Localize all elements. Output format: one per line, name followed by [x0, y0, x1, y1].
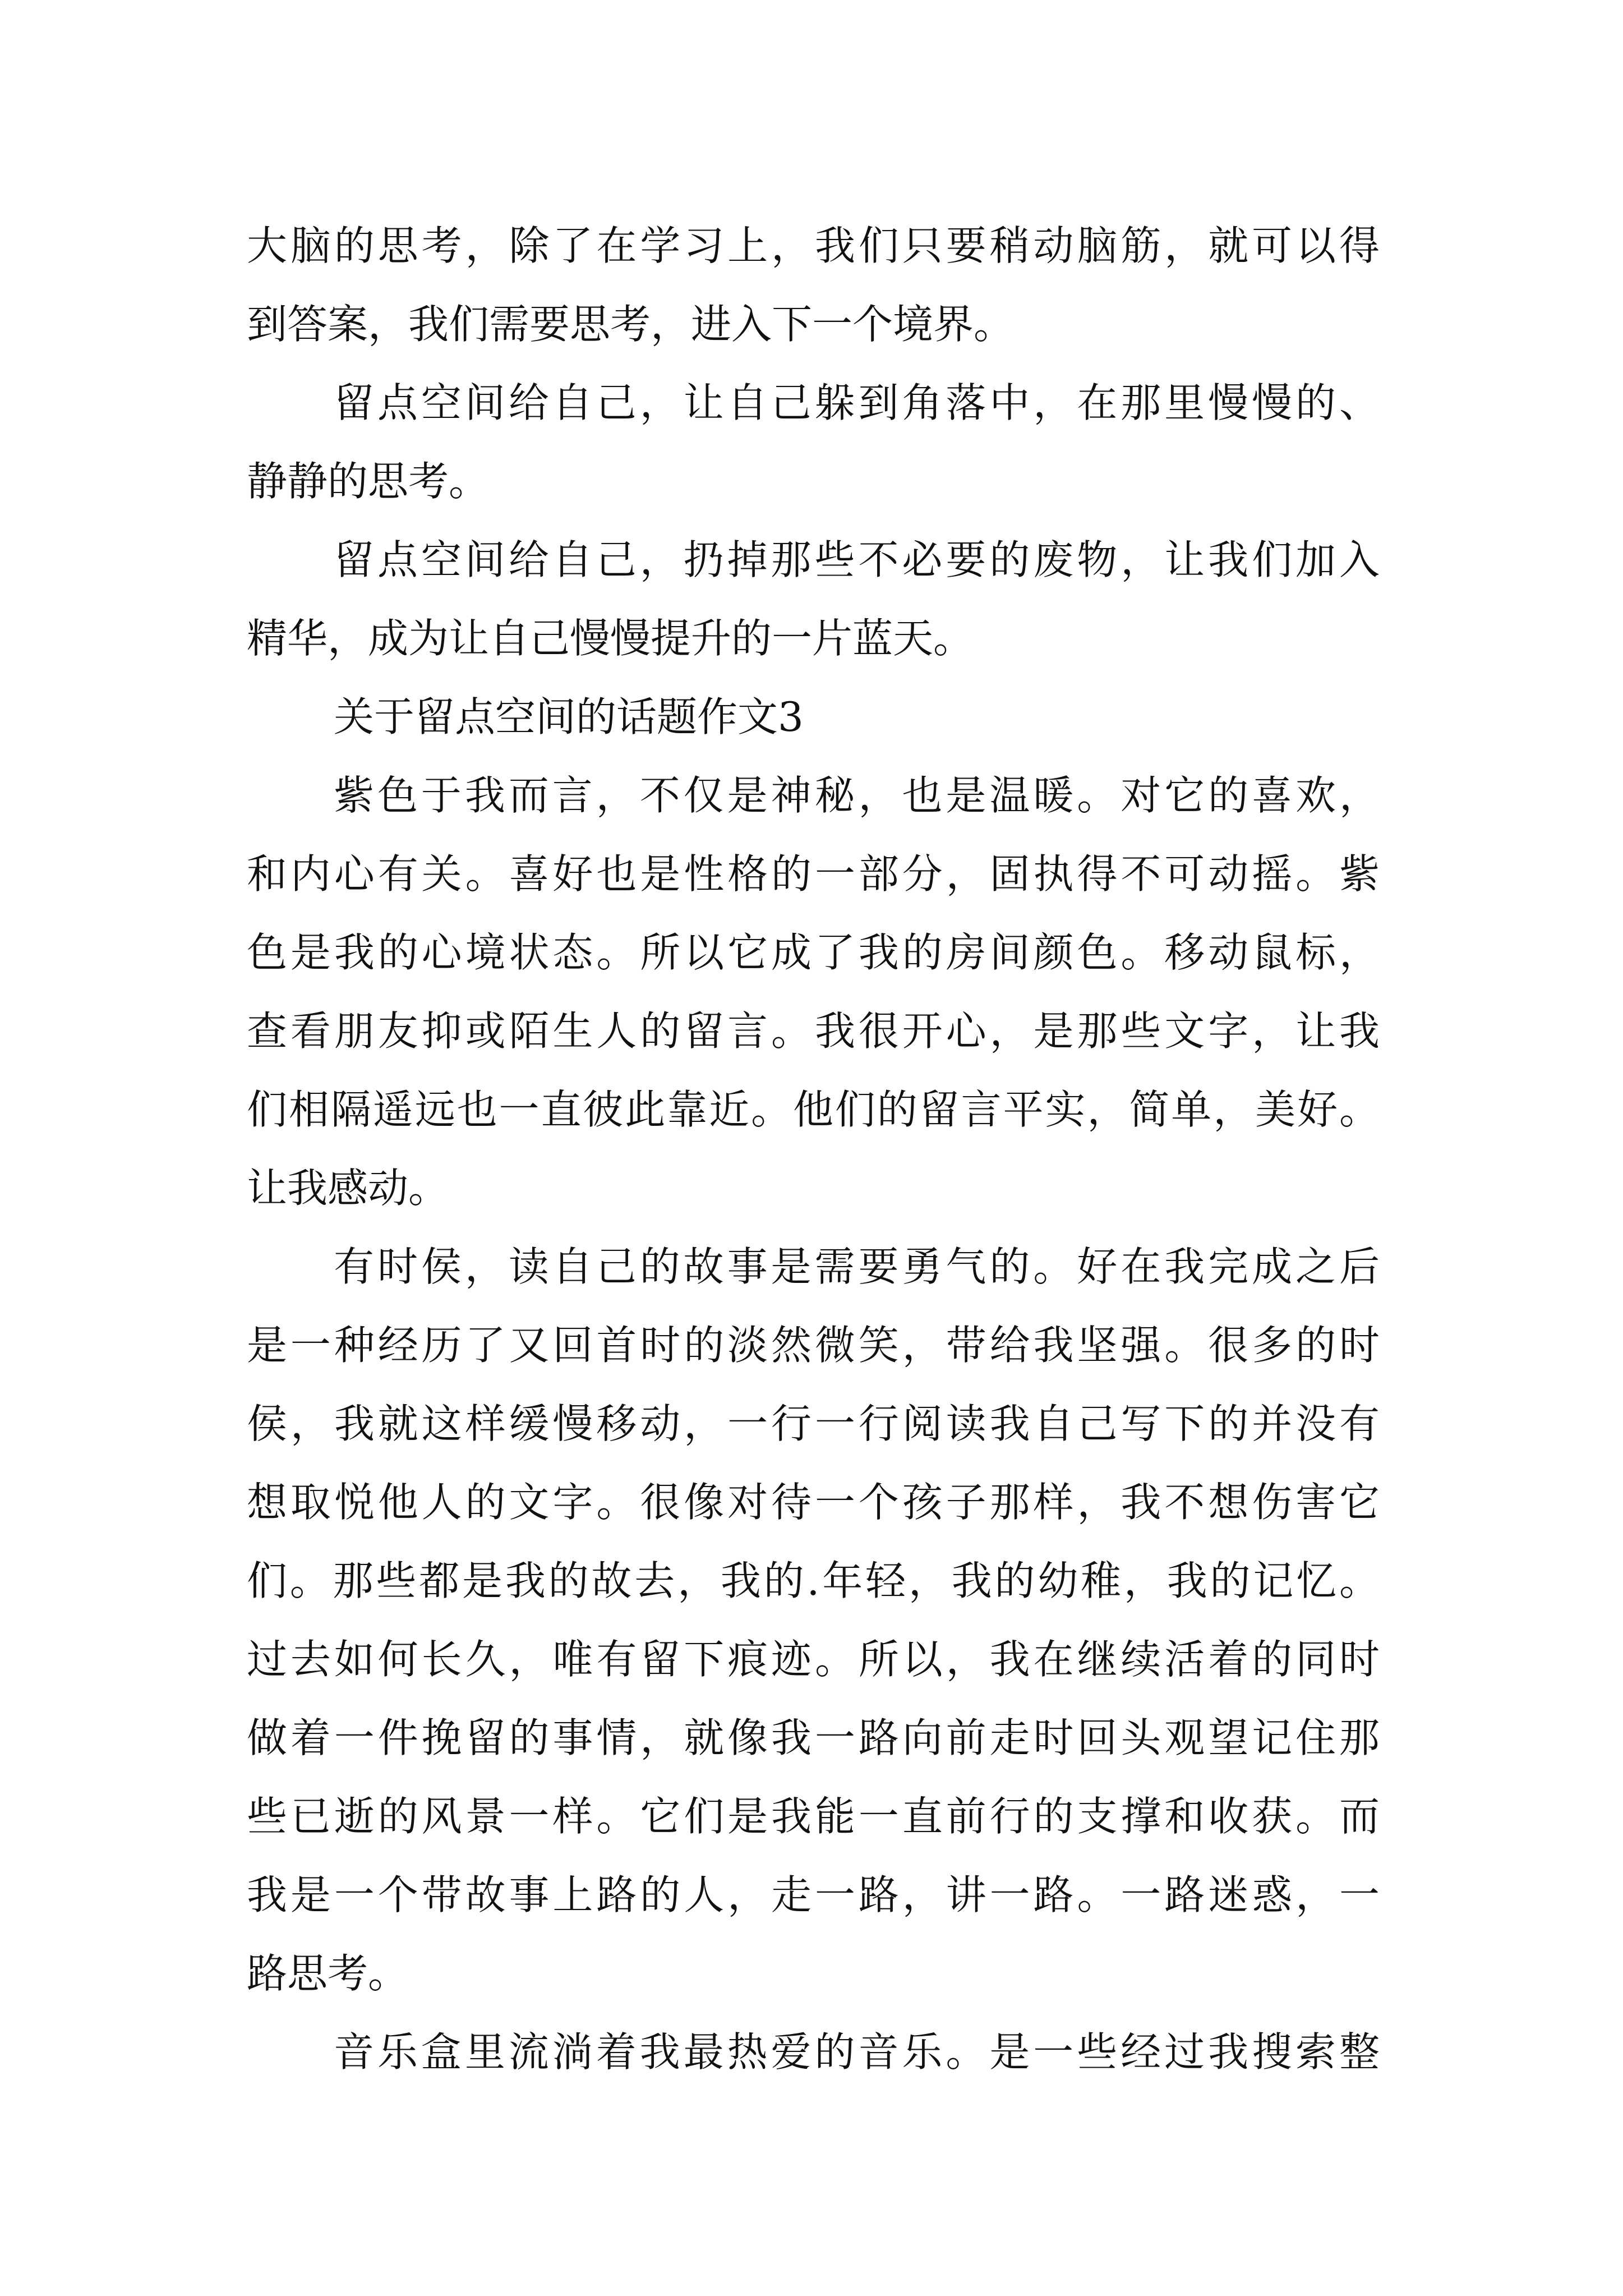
paragraph-line: 让我感动。	[247, 1165, 449, 1212]
paragraph-line: 做着一件挽留的事情，就像我一路向前走时回头观望记住那	[247, 1714, 1380, 1761]
paragraph-line: 音乐盒里流淌着我最热爱的音乐。是一些经过我搜索整	[334, 2028, 1380, 2076]
paragraph-line: 侯，我就这样缓慢移动，一行一行阅读我自己写下的并没有	[247, 1400, 1380, 1447]
paragraph-line: 静静的思考。	[247, 458, 490, 505]
paragraph-line: 想取悦他人的文字。很像对待一个孩子那样，我不想伤害它	[247, 1479, 1380, 1526]
paragraph-line: 过去如何长久，唯有留下痕迹。所以，我在继续活着的同时	[247, 1636, 1380, 1683]
paragraph-line: 查看朋友抑或陌生人的留言。我很开心，是那些文字，让我	[247, 1007, 1380, 1055]
paragraph-line: 们。那些都是我的故去，我的.年轻，我的幼稚，我的记忆。	[247, 1557, 1380, 1604]
paragraph-line: 是一种经历了又回首时的淡然微笑，带给我坚强。很多的时	[247, 1322, 1380, 1369]
paragraph-line: 些已逝的风景一样。它们是我能一直前行的支撑和收获。而	[247, 1793, 1380, 1840]
paragraph-line: 留点空间给自己，扔掉那些不必要的废物，让我们加入	[334, 536, 1380, 583]
paragraph-line: 色是我的心境状态。所以它成了我的房间颜色。移动鼠标，	[247, 929, 1380, 976]
paragraph-line: 有时侯，读自己的故事是需要勇气的。好在我完成之后	[334, 1243, 1380, 1290]
paragraph-line: 精华，成为让自己慢慢提升的一片蓝天。	[247, 615, 974, 662]
paragraph-line: 留点空间给自己，让自己躲到角落中，在那里慢慢的、	[334, 379, 1380, 426]
paragraph-line: 到答案，我们需要思考，进入下一个境界。	[247, 301, 1015, 348]
paragraph-line: 大脑的思考，除了在学习上，我们只要稍动脑筋，就可以得	[247, 222, 1380, 269]
section-heading: 关于留点空间的话题作文3	[334, 693, 804, 740]
paragraph-line: 路思考。	[247, 1950, 409, 1997]
paragraph-line: 我是一个带故事上路的人，走一路，讲一路。一路迷惑，一	[247, 1871, 1380, 1918]
paragraph-line: 和内心有关。喜好也是性格的一部分，固执得不可动摇。紫	[247, 850, 1380, 898]
paragraph-line: 紫色于我而言，不仅是神秘，也是温暖。对它的喜欢，	[334, 772, 1380, 819]
paragraph-line: 们相隔遥远也一直彼此靠近。他们的留言平实，简单，美好。	[247, 1086, 1380, 1133]
